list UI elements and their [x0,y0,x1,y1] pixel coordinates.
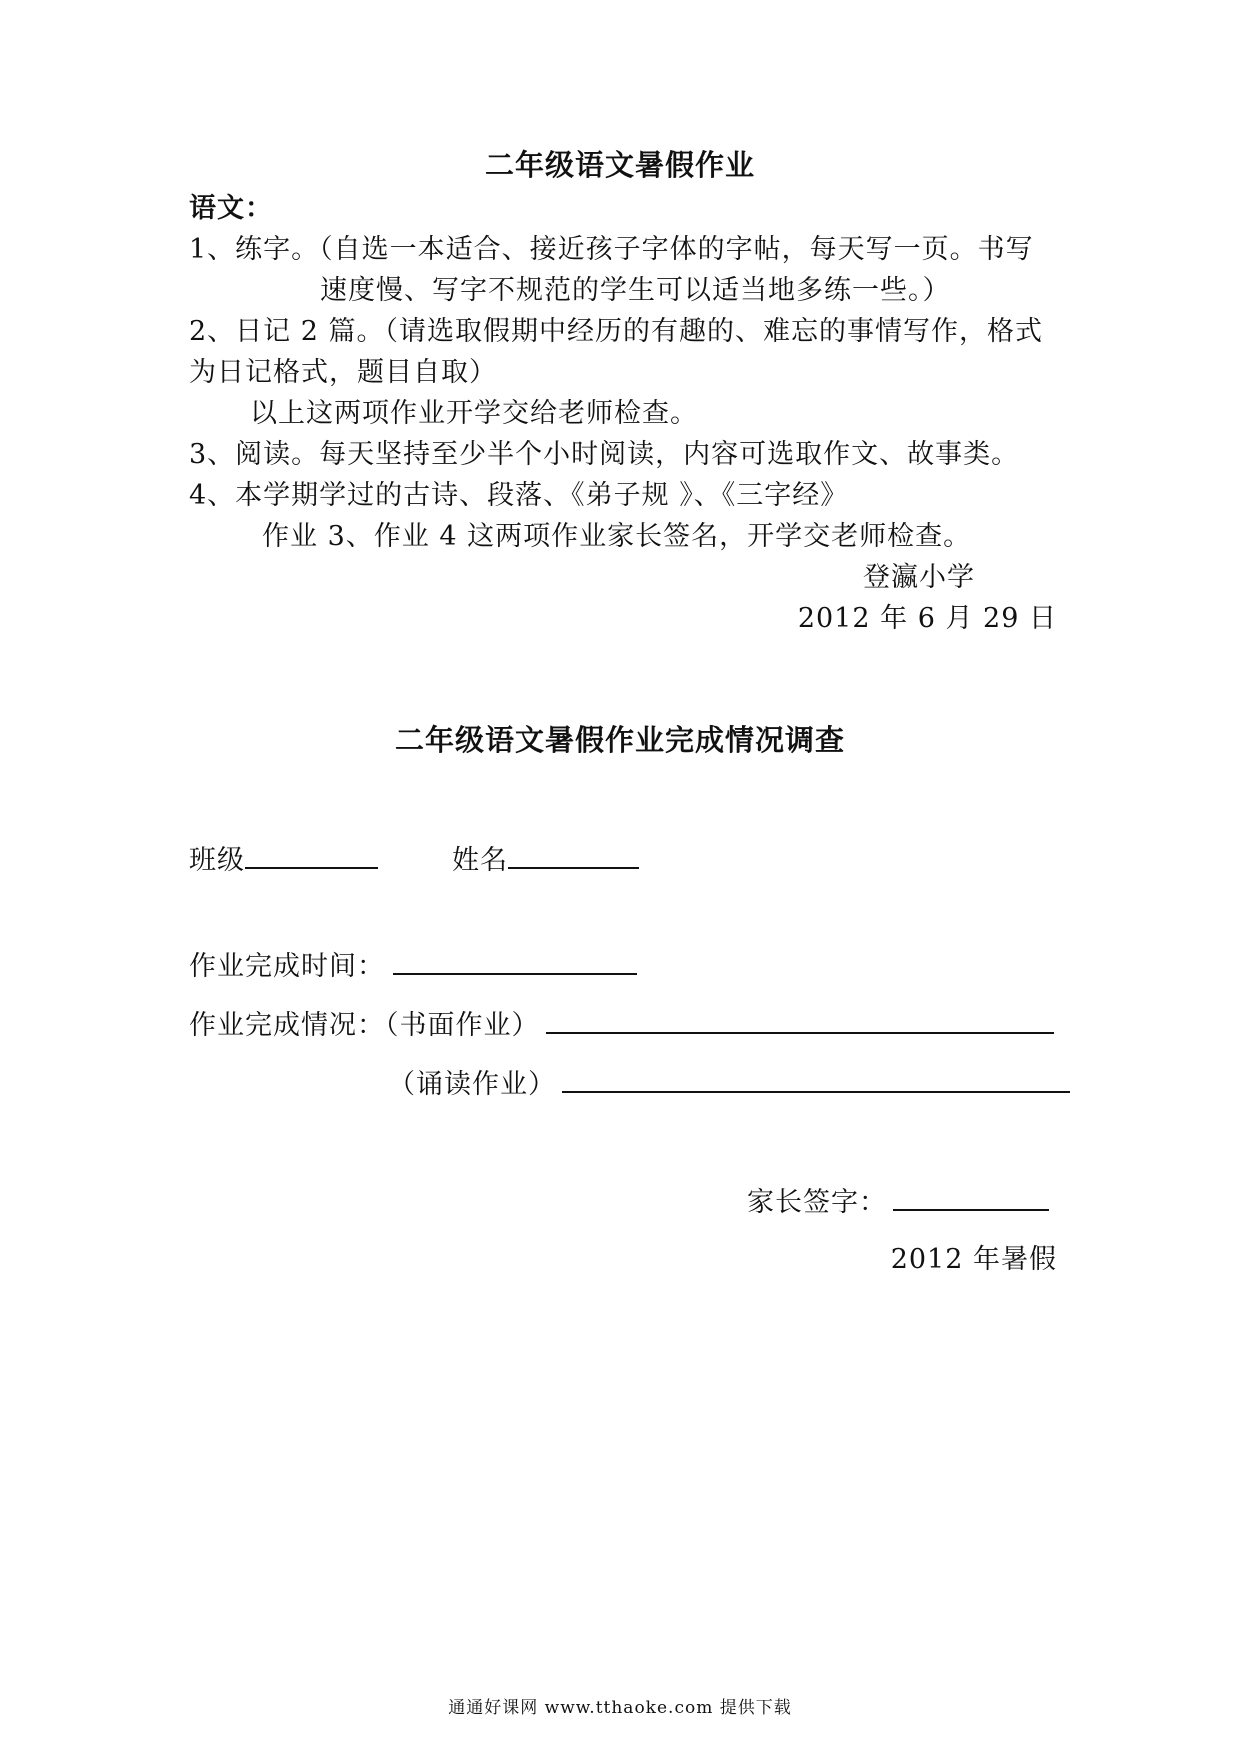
note-first-two: 以上这两项作业开学交给老师检查。 [250,398,698,429]
recite-status-label: （诵读作业） [388,1069,556,1100]
parent-signature-field [747,1180,1049,1219]
name-blank[interactable] [508,841,639,869]
homework-title: 二年级语文暑假作业 [484,148,755,182]
subject-label: 语文： [189,193,273,224]
note-items-3-4: 作业 3、作业 4 这两项作业家长签名，开学交老师检查。 [262,521,972,552]
parent-signature-label: 家长签字： [747,1187,887,1218]
completion-time-label: 作业完成时间： [189,951,385,982]
item-4: 4、本学期学过的古诗、段落、《弟子规 》、《三字经》 [189,480,849,511]
recite-status-field [388,1062,1070,1101]
name-label: 姓名 [452,845,508,876]
recite-status-blank[interactable] [562,1065,1070,1093]
issue-date: 2012 年 6 月 29 日 [797,603,1057,634]
class-blank[interactable] [245,841,378,869]
survey-title: 二年级语文暑假作业完成情况调查 [394,723,845,757]
item-3: 3、阅读。每天坚持至少半个小时阅读，内容可选取作文、故事类。 [189,439,1020,470]
written-status-blank[interactable] [546,1006,1054,1034]
completion-time-blank[interactable] [393,947,637,975]
summer-label: 2012 年暑假 [890,1244,1057,1275]
school-name: 登瀛小学 [863,562,975,593]
item-1-line-2: 速度慢、写字不规范的学生可以适当地多练一些。） [320,275,951,306]
item-1-line-1: 1、练字。（自选一本适合、接近孩子字体的字帖，每天写一页。书写 [189,234,1034,265]
name-field [452,838,639,877]
written-status-label: 作业完成情况：（书面作业） [189,1010,540,1041]
item-2-line-1: 2、日记 2 篇。（请选取假期中经历的有趣的、难忘的事情写作，格式 [189,316,1044,347]
download-footer: 通通好课网 www.tthaoke.com 提供下载 [448,1698,792,1718]
item-2-line-2: 为日记格式，题目自取） [189,357,497,388]
completion-time-field [189,944,637,983]
class-field [189,838,378,877]
parent-signature-blank[interactable] [893,1183,1049,1211]
written-status-field [189,1003,1054,1042]
class-label: 班级 [189,845,245,876]
